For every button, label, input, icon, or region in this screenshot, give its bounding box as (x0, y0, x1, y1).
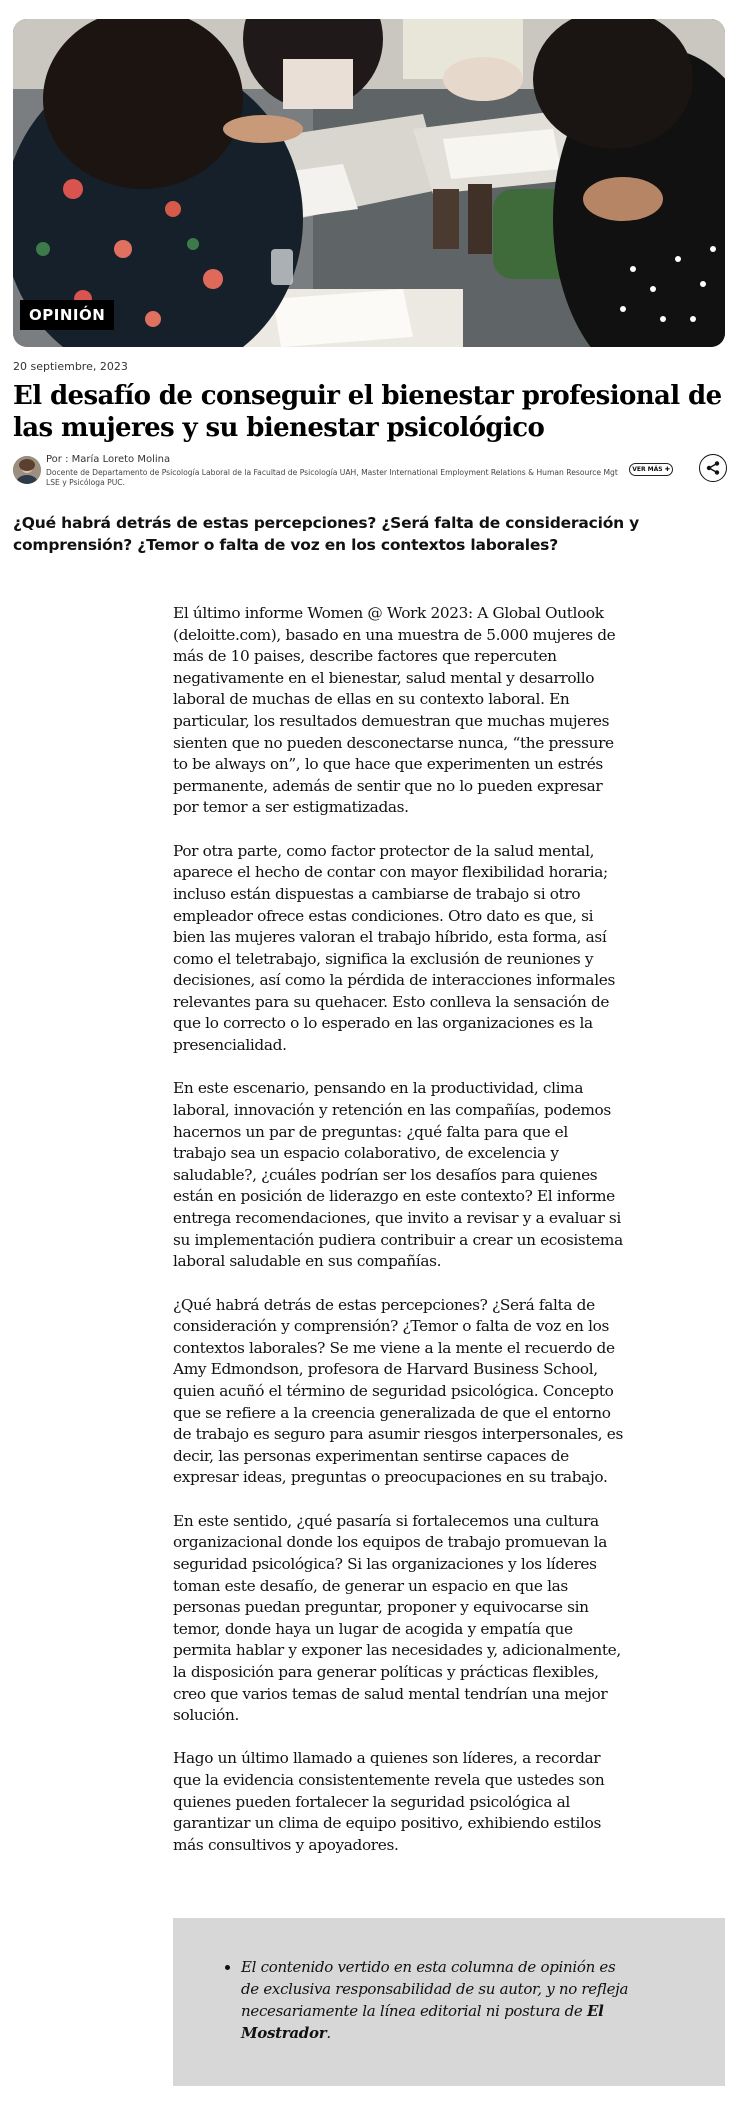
author-name[interactable]: Por : María Loreto Molina (46, 454, 171, 465)
disclaimer-box (173, 1918, 725, 2086)
author-row (13, 454, 725, 488)
body-paragraph: En este sentido, ¿qué pasaría si fortalecemos una cultura organizacional donde los equipos de trabajo promuevan la seguridad psicológica? Si las organizaciones y los líderes toman este desafío, de generar un espacio en que las personas puedan preguntar, proponer y equivocarse sin temor, donde haya un lugar de acogida y empatía que permita hablar y exponer las necesidades y, adicionalmente, la disposición para generar políticas y prácticas flexibles, creo que varios temas de salud mental tendrían una mejor solución. (173, 1511, 621, 1725)
hero-image[interactable] (13, 19, 725, 347)
body-paragraph: Por otra parte, como factor protector de la salud mental, aparece el hecho de contar con mayor flexibilidad horaria; incluso están dispuestas a cambiarse de trabajo si otro empleador ofrece estas condiciones. Otro dato es que, si bien las mujeres valoran el trabajo híbrido, esta forma, así como el teletrabajo, significa la exclusión de reuniones y decisiones, así como la pérdida de interacciones informales relevantes para su quehacer. Esto conlleva la sensación de que lo correcto o lo esperado en las organizaciones es la presencialidad. (173, 841, 615, 1055)
category-badge[interactable]: OPINIÓN (20, 300, 114, 330)
disclaimer-brand: El Mostrador (241, 2002, 604, 2042)
share-button[interactable] (699, 454, 727, 482)
article-title: El desafío de conseguir el bienestar profesional de las mujeres y su bienestar psicológico (13, 381, 722, 443)
disclaimer-text: El contenido vertido en esta columna de opinión es de exclusiva responsabilidad de su autor, y no refleja necesariamente la línea editorial ni postura de (241, 1958, 629, 2020)
author-bio: Docente de Departamento de Psicología Laboral de la Facultad de Psicología UAH, Master International Employment Relations & Human Resource Mgt LSE y Psicóloga PUC. (46, 468, 618, 487)
author-photo (13, 456, 41, 484)
avatar[interactable] (13, 456, 41, 484)
body-paragraph: En este escenario, pensando en la productividad, clima laboral, innovación y retención en las compañías, podemos hacernos un par de preguntas: ¿qué falta para que el trabajo sea un espacio colaborativo, de excelencia y saludable?, ¿cuáles podrían ser los desafíos para quienes están en posición de liderazgo en este contexto? El informe entrega recomendaciones, que invito a revisar y a evaluar si su implementación pudiera contribuir a crear un ecosistema laboral saludable en sus compañías. (173, 1079, 623, 1271)
article-body (173, 603, 623, 1878)
disclaimer-end: . (326, 2024, 331, 2042)
body-paragraph: Hago un último llamado a quienes son líderes, a recordar que la evidencia consistentemente revela que ustedes son quienes pueden fortalecer la seguridad psicológica al garantizar un clima de equipo positivo, exhibiendo estilos más consultivos y apoyadores. (173, 1749, 605, 1854)
publish-date: 20 septiembre, 2023 (13, 360, 128, 373)
body-paragraph: ¿Qué habrá detrás de estas percepciones? ¿Será falta de consideración y comprensión? ¿Temor o falta de voz en los contextos laborales? Se me viene a la mente el recuerdo de Amy Edmondson, profesora de Harvard Business School, quien acuñó el término de seguridad psicológica. Concepto que se refiere a la creencia generalizada de que el entorno de trabajo es seguro para asumir riesgos interpersonales, es decir, las personas experimentan sentirse capaces de expresar ideas, preguntas o preocupaciones en su trabajo. (173, 1295, 623, 1487)
hero-photo (13, 19, 725, 347)
share-icon (706, 461, 720, 475)
see-more-button[interactable]: VER MÁS ✚ (629, 463, 673, 476)
article-lead: ¿Qué habrá detrás de estas percepciones? ¿Será falta de consideración y comprensión? ¿Temor o falta de voz en los contextos laborales? (13, 514, 640, 554)
disclaimer-item (241, 1956, 636, 2044)
body-paragraph: El último informe Women @ Work 2023: A Global Outlook (deloitte.com), basado en una muestra de 5.000 mujeres de más de 10 paises, describe factores que repercuten negativamente en el bienestar, salud mental y desarrollo laboral de muchas de ellas en su contexto laboral. En particular, los resultados demuestran que muchas mujeres sienten que no pueden desconectarse nunca, “the pressure to be always on”, lo que hace que experimenten un estrés permanente, además de sentir que no lo pueden expresar por temor a ser estigmatizadas. (173, 604, 616, 817)
